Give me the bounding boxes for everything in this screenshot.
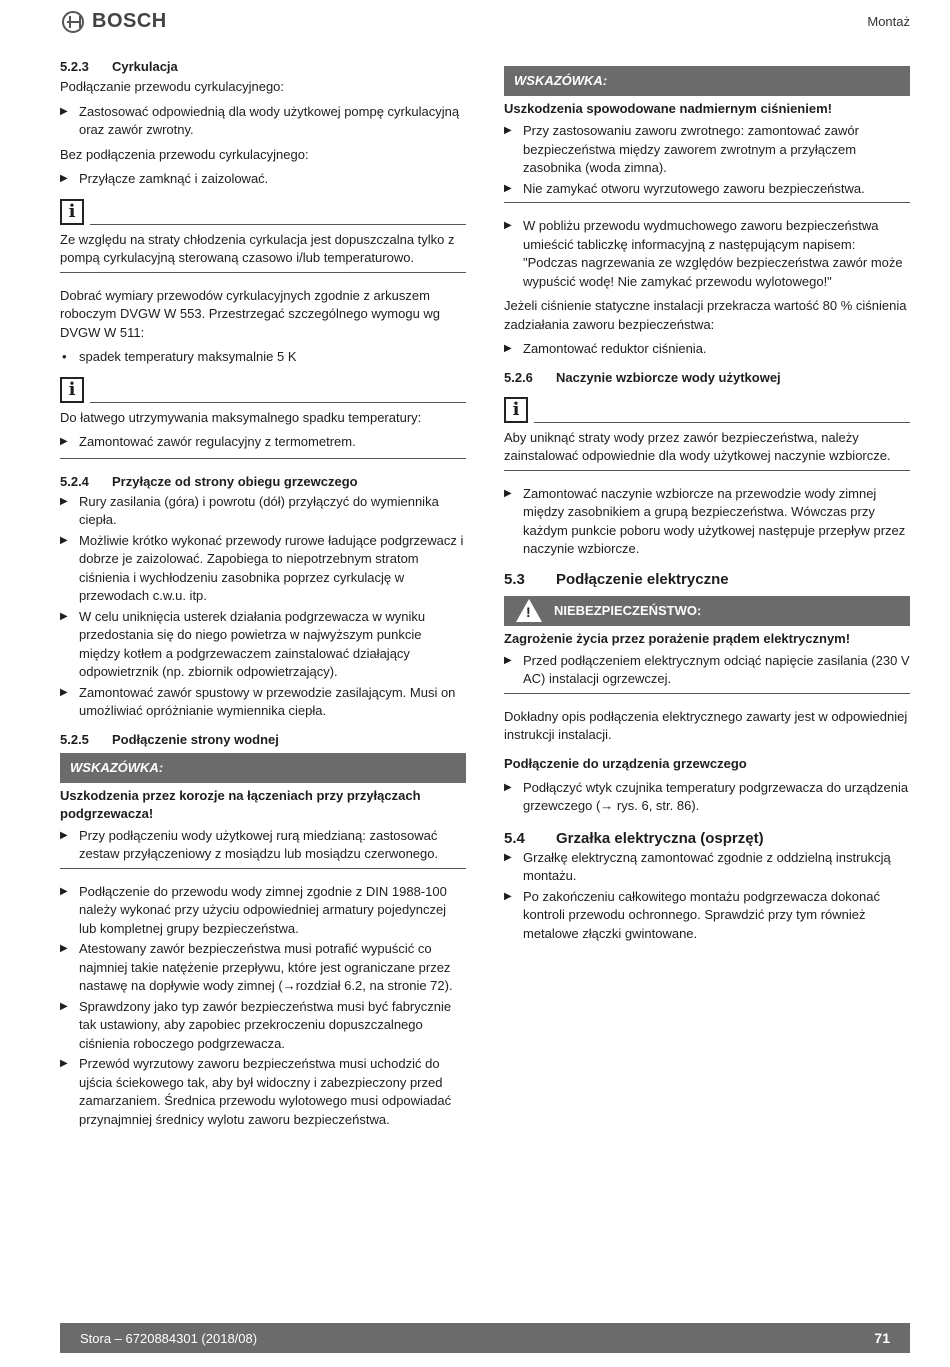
info-icon: i xyxy=(60,377,84,403)
heading-title: Naczynie wzbiorcze wody użytkowej xyxy=(556,369,781,385)
warning-triangle-icon: ! xyxy=(516,599,542,622)
list-item: ▶ Podłączenie do przewodu wody zimnej zgodnie z DIN 1988-100 należy wykonać przy użyciu odpowiedniej armatury pojedynczej lub kompletnej grupy bezpieczeństwa. xyxy=(60,883,466,939)
bullet-list xyxy=(504,217,910,291)
list-item: ▶ Po zakończeniu całkowitego montażu podgrzewacza dokonać kontroli przewodu ochronnego. Sprawdzić przy tym również metalowe złączki gwintowane. xyxy=(504,888,910,944)
footer-bar xyxy=(60,1323,910,1353)
heading-5-3 xyxy=(504,571,910,588)
list-item: ▶ Rury zasilania (góra) i powrotu (dół) przyłączyć do wymiennika ciepła. xyxy=(60,493,466,530)
paragraph: Dokładny opis podłączenia elektrycznego zawarty jest w odpowiedniej instrukcji instalacji. xyxy=(504,708,908,742)
heading-number: 5.3 xyxy=(504,570,525,588)
heading-5-2-4 xyxy=(60,473,466,491)
notice-body xyxy=(60,827,466,869)
bullet-list xyxy=(60,883,466,1130)
heading-title: Przyłącze od strony obiegu grzewczego xyxy=(112,473,358,489)
danger-bar xyxy=(504,596,910,626)
bullet-list xyxy=(60,493,466,721)
notice-title: Uszkodzenia spowodowane nadmiernym ciśnieniem! xyxy=(504,101,832,116)
list-item: ▶ Zamontować zawór spustowy w przewodzie zasilającym. Musi on umożliwiać opróżnianie wymiennika ciepła. xyxy=(60,684,466,721)
bullet-list xyxy=(504,485,910,559)
brand-name: BOSCH xyxy=(92,10,167,32)
list-item: ▶ Nie zamykać otworu wyrzutowego zaworu bezpieczeństwa. xyxy=(504,180,910,199)
left-column xyxy=(60,58,466,1135)
info-text: Aby uniknąć straty wody przez zawór bezpieczeństwa, należy zainstalować odpowiednie dla wody użytkowej naczynie wzbiorcze. xyxy=(504,429,891,463)
paragraph: Podłączanie przewodu cyrkulacyjnego: xyxy=(60,79,285,94)
dot-list xyxy=(60,348,466,367)
notice-bar: WSKAZÓWKA: xyxy=(504,66,910,96)
heading-5-4 xyxy=(504,830,910,847)
notice-title: Uszkodzenia przez korozje na łączeniach przy przyłączach podgrzewacza! xyxy=(60,787,421,821)
bullet-list xyxy=(504,849,910,944)
heading-number: 5.4 xyxy=(504,829,525,847)
paragraph: Bez podłączenia przewodu cyrkulacyjnego: xyxy=(60,146,309,162)
section-label: Montaż xyxy=(867,14,910,29)
bosch-armature-icon xyxy=(62,11,84,33)
info-note xyxy=(60,377,466,459)
right-column xyxy=(504,66,910,949)
danger-title: Zagrożenie życia przez porażenie prądem elektrycznym! xyxy=(504,630,851,646)
list-item: ▶ Przewód wyrzutowy zaworu bezpieczeństwa musi uchodzić do ujścia ściekowego tak, aby był widoczny i zabezpieczony przed zamarzaniem. Średnica przewodu wylotowego musi odpowiadać przynajmniej średnicy wylotu zaworu bezpieczeństwa. xyxy=(60,1055,466,1129)
list-item: ▶ Przy podłączeniu wody użytkowej rurą miedzianą: zastosować zestaw przyłączeniowy z mosiądzu lub mosiądzu czerwonego. xyxy=(60,827,466,864)
bullet-list xyxy=(504,340,910,359)
list-item: ▶ Przed podłączeniem elektrycznym odciąć napięcie zasilania (230 V AC) instalacji ogrzewczej. xyxy=(504,652,910,689)
page-number: 71 xyxy=(874,1330,890,1346)
danger-label: NIEBEZPIECZEŃSTWO: xyxy=(554,603,702,618)
bosch-logo xyxy=(62,10,167,33)
list-item: ▶ Grzałkę elektryczną zamontować zgodnie z oddzielną instrukcją montażu. xyxy=(504,849,910,886)
info-text: Do łatwego utrzymywania maksymalnego spadku temperatury: xyxy=(60,409,422,425)
list-item: ▶ W pobliżu przewodu wydmuchowego zaworu bezpieczeństwa umieścić tabliczkę informacyjną z następującym napisem: "Podczas nagrzewania ze względów bezpieczeństwa zawór może wypuścić wodę! Nie zamykać przewodu wylotowego!" xyxy=(504,217,910,291)
bullet-list xyxy=(60,103,466,140)
heading-title: Podłączenie strony wodnej xyxy=(112,731,279,747)
heading-5-2-6 xyxy=(504,369,910,387)
notice-bar: WSKAZÓWKA: xyxy=(60,753,466,783)
list-item: ▶ Podłączyć wtyk czujnika temperatury podgrzewacza do urządzenia grzewczego (→ rys. 6, str. 86). xyxy=(504,779,910,816)
list-item: ▶ Możliwie krótko wykonać przewody rurowe ładujące podgrzewacz i dobrze je zaizolować. Zapobiega to niepotrzebnym stratom ciśnienia i wychłodzeniu zasobnika poprzez cyrkulację w przewodach c.w.u. itp. xyxy=(60,532,466,606)
list-item: ▶ W celu uniknięcia usterek działania podgrzewacza w wyniku przedostania się do niego powietrza w najwyższym punkcie między kotłem a podgrzewaczem zainstalować działający odpowietrznik (np. zbiornik odpowietrzający). xyxy=(60,608,466,682)
heading-title: Grzałka elektryczna (osprzęt) xyxy=(556,829,764,847)
heading-number: 5.2.3 xyxy=(60,59,89,74)
bullet-list xyxy=(60,170,466,189)
info-note xyxy=(60,199,466,273)
bullet-list xyxy=(60,433,466,452)
heading-number: 5.2.6 xyxy=(504,369,533,385)
bullet-list xyxy=(60,827,466,864)
list-item: ▶ Zamontować reduktor ciśnienia. xyxy=(504,340,910,359)
subheading: Podłączenie do urządzenia grzewczego xyxy=(504,755,747,771)
list-item: ▶ Sprawdzony jako typ zawór bezpieczeństwa musi być fabrycznie tak ustawiony, aby zapobiec przekroczeniu dopuszczalnego ciśnienia roboczego podgrzewacza. xyxy=(60,998,466,1054)
heading-title: Podłączenie elektryczne xyxy=(556,570,729,588)
list-item: ▶ Przyłącze zamknąć i zaizolować. xyxy=(60,170,466,189)
bullet-list xyxy=(504,122,910,198)
list-item: ▶ Atestowany zawór bezpieczeństwa musi potrafić wypuścić co najmniej takie natężenie przepływu, które jest ograniczane przez nastawę na dopływie wody zimnej (→rozdział 6.2, na stronie 72). xyxy=(60,940,466,996)
document-id: Stora – 6720884301 (2018/08) xyxy=(80,1330,258,1346)
list-item: ▶ Zamontować zawór regulacyjny z termometrem. xyxy=(60,433,466,452)
info-icon: i xyxy=(504,397,528,423)
list-item: ▶ Przy zastosowaniu zaworu zwrotnego: zamontować zawór bezpieczeństwa między zaworem zwrotnym a przyłączem zasobnika (woda zimna). xyxy=(504,122,910,178)
notice-body xyxy=(504,122,910,203)
info-icon: i xyxy=(60,199,84,225)
bullet-list xyxy=(504,652,910,689)
danger-body xyxy=(504,652,910,694)
paragraph: Jeżeli ciśnienie statyczne instalacji przekracza wartość 80 % ciśnienia zadziałania zaworu bezpieczeństwa: xyxy=(504,298,907,332)
list-item: ▶ Zamontować naczynie wzbiorcze na przewodzie wody zimnej między zasobnikiem a grupą bezpieczeństwa. Wówczas przy każdym punkcie poboru wody użytkowej następuje przepływ przez naczynie wzbiorcze. xyxy=(504,485,910,559)
heading-number: 5.2.5 xyxy=(60,731,89,747)
info-text: Ze względu na straty chłodzenia cyrkulacja jest dopuszczalna tylko z pompą cyrkulacyjną sterowaną czasowo i/lub temperaturowo. xyxy=(60,231,455,265)
heading-title: Cyrkulacja xyxy=(112,59,178,74)
heading-number: 5.2.4 xyxy=(60,473,89,489)
heading-5-2-3 xyxy=(60,58,466,76)
paragraph: Dobrać wymiary przewodów cyrkulacyjnych zgodnie z arkuszem roboczym DVGW W 553. Przestrzegać szczególnego wymogu wg DVGW W 511: xyxy=(60,287,441,340)
heading-5-2-5 xyxy=(60,731,466,749)
info-note xyxy=(504,397,910,471)
list-item: ▶ Zastosować odpowiednią dla wody użytkowej pompę cyrkulacyjną oraz zawór zwrotny. xyxy=(60,103,466,140)
bullet-list xyxy=(504,779,910,816)
list-item: • spadek temperatury maksymalnie 5 K xyxy=(60,348,466,367)
